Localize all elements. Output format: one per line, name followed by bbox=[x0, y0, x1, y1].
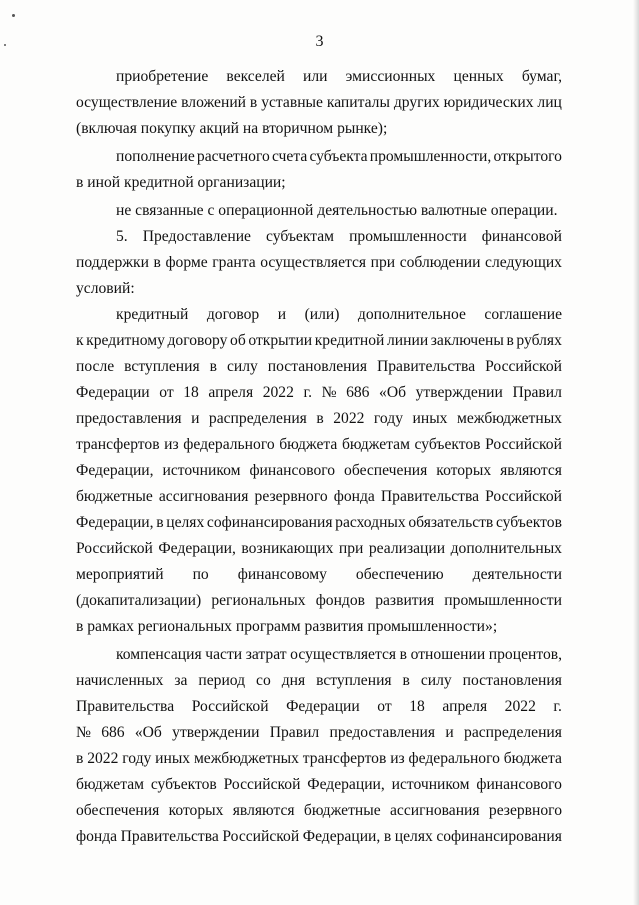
text-line bbox=[76, 694, 562, 720]
word: бюджетам bbox=[76, 776, 145, 793]
word: начисленных bbox=[76, 672, 164, 689]
word: компенсация bbox=[116, 646, 202, 663]
word: (включая покупку акций на вторичном рынке); bbox=[76, 120, 388, 137]
word: промышленности bbox=[349, 228, 467, 245]
page-number: 3 bbox=[315, 33, 324, 50]
word: распределения bbox=[208, 410, 307, 427]
word: являются bbox=[500, 462, 562, 479]
word: финансовой bbox=[481, 228, 562, 245]
word: обеспечения bbox=[344, 462, 428, 479]
word: расходных bbox=[335, 514, 406, 531]
word: субъектов bbox=[150, 776, 217, 793]
word: № bbox=[321, 384, 337, 401]
word: 686 bbox=[101, 724, 125, 741]
word: ценных bbox=[453, 68, 504, 85]
word: постановления bbox=[462, 672, 562, 689]
text-line bbox=[76, 224, 562, 250]
word: региональных bbox=[211, 592, 306, 609]
text-line bbox=[76, 380, 562, 406]
word: резервного bbox=[254, 488, 328, 505]
word: иных bbox=[155, 750, 191, 767]
word: утверждении bbox=[415, 384, 503, 401]
word: обеспечению bbox=[355, 566, 444, 583]
text-line bbox=[76, 746, 562, 772]
word: в bbox=[399, 646, 408, 663]
text-line bbox=[76, 642, 562, 668]
word: не связанные с операционной деятельностью валютные операции. bbox=[116, 202, 558, 219]
word: из bbox=[390, 750, 405, 767]
word: и bbox=[191, 410, 200, 427]
text-line bbox=[76, 614, 562, 640]
word: форме bbox=[165, 254, 208, 271]
word: промышленности bbox=[444, 592, 562, 609]
word: Российской bbox=[223, 776, 301, 793]
word: договор bbox=[206, 306, 260, 323]
word: осуществляется bbox=[290, 646, 397, 663]
word: вступления bbox=[124, 358, 200, 375]
word: г. bbox=[303, 384, 313, 401]
text-line bbox=[76, 276, 562, 302]
word: бюджета bbox=[279, 436, 338, 453]
word: бюджетам bbox=[341, 436, 410, 453]
word: дополнительных bbox=[450, 540, 562, 557]
word: кредитной bbox=[314, 332, 385, 349]
word: 2022 bbox=[504, 698, 536, 715]
word: расчетного bbox=[196, 148, 270, 165]
word: субъектам bbox=[266, 228, 335, 245]
word: Федерации bbox=[76, 384, 150, 401]
word: дня bbox=[281, 672, 306, 689]
word: и bbox=[277, 306, 287, 323]
word: открытии bbox=[248, 332, 313, 349]
word: резервного bbox=[488, 802, 562, 819]
word: году bbox=[122, 750, 152, 767]
word: бюджетные bbox=[76, 488, 153, 505]
word: фондов bbox=[315, 592, 366, 609]
word: по bbox=[192, 566, 209, 583]
text-line bbox=[76, 354, 562, 380]
text-line bbox=[76, 328, 562, 354]
word: осуществляется bbox=[260, 254, 367, 271]
word: следующих bbox=[485, 254, 562, 271]
word: предоставления bbox=[329, 724, 436, 741]
text-line bbox=[76, 458, 562, 484]
text-line bbox=[76, 824, 562, 850]
word: межбюджетных bbox=[193, 750, 299, 767]
word: «Об bbox=[379, 384, 407, 401]
word: софинансирования bbox=[206, 514, 333, 531]
word: деятельности bbox=[472, 566, 562, 583]
word: Правил bbox=[512, 384, 562, 401]
word: кредитный bbox=[116, 306, 189, 323]
word: из bbox=[164, 436, 179, 453]
word: Предоставление bbox=[142, 228, 251, 245]
word: федерального bbox=[183, 436, 275, 453]
text-line bbox=[76, 562, 562, 588]
word: Правительства bbox=[377, 358, 476, 375]
word: апреля bbox=[208, 384, 254, 401]
word: в bbox=[156, 514, 164, 531]
word: Правительства bbox=[380, 488, 480, 505]
word: Российской bbox=[485, 488, 562, 505]
text-line bbox=[76, 64, 562, 90]
word: линии bbox=[387, 332, 429, 349]
text-line bbox=[76, 250, 562, 276]
word: в bbox=[249, 94, 258, 111]
word: к bbox=[76, 332, 84, 349]
word: фонда bbox=[76, 828, 118, 845]
word: бюджетные bbox=[303, 802, 381, 819]
word: капиталы bbox=[326, 94, 390, 111]
word: Правительства bbox=[76, 698, 175, 715]
word: бюджета bbox=[503, 750, 562, 767]
word: кредитному bbox=[86, 332, 165, 349]
text-line bbox=[76, 536, 562, 562]
text-line bbox=[76, 406, 562, 432]
word: Российской bbox=[191, 698, 269, 715]
word: которых bbox=[168, 802, 224, 819]
word: федерального bbox=[408, 750, 500, 767]
word: Федерации, bbox=[76, 462, 154, 479]
word: гранта bbox=[212, 254, 256, 271]
word: осуществление bbox=[76, 94, 178, 111]
word: Федерации, bbox=[76, 514, 154, 531]
word: условий: bbox=[76, 280, 135, 297]
word: «Об bbox=[134, 724, 162, 741]
word: процентов, bbox=[488, 646, 562, 663]
word: г. bbox=[553, 698, 562, 715]
scan-artifact-mark bbox=[12, 14, 15, 17]
word: источником bbox=[162, 462, 241, 479]
word: утверждении bbox=[172, 724, 260, 741]
word: фонда bbox=[333, 488, 375, 505]
word: Российской bbox=[485, 436, 562, 453]
word: силу bbox=[226, 358, 258, 375]
word: и bbox=[445, 724, 454, 741]
text-line bbox=[76, 772, 562, 798]
word: обеспечения bbox=[76, 802, 160, 819]
word: ассигнования bbox=[158, 488, 249, 505]
word: возникающих bbox=[241, 540, 334, 557]
word: заключены bbox=[430, 332, 504, 349]
word: при bbox=[338, 540, 364, 557]
word: трансфертов bbox=[302, 750, 387, 767]
text-line bbox=[76, 484, 562, 510]
word: Российской bbox=[485, 358, 562, 375]
word: распределения bbox=[464, 724, 562, 741]
body-text bbox=[76, 64, 562, 850]
word: предоставления bbox=[76, 410, 182, 427]
text-line bbox=[76, 144, 562, 170]
word: эмиссионных bbox=[345, 68, 436, 85]
word: соглашение bbox=[484, 306, 562, 323]
word: затрат bbox=[245, 646, 287, 663]
word: в bbox=[209, 358, 217, 375]
word: 2022 bbox=[262, 384, 294, 401]
word: от bbox=[159, 384, 174, 401]
word: договору bbox=[167, 332, 228, 349]
word: постановления bbox=[267, 358, 368, 375]
word: Федерации, bbox=[302, 828, 381, 845]
word: в bbox=[316, 410, 324, 427]
word: Российской bbox=[222, 828, 300, 845]
text-line bbox=[76, 302, 562, 328]
word: году bbox=[373, 410, 403, 427]
word: лиц bbox=[537, 94, 562, 111]
word: 686 bbox=[346, 384, 370, 401]
word: об bbox=[230, 332, 246, 349]
word: субъектов bbox=[495, 514, 562, 531]
word: Правил bbox=[269, 724, 320, 741]
text-line bbox=[76, 720, 562, 746]
word: софинансирования bbox=[436, 828, 562, 845]
word: Федерации, bbox=[158, 540, 236, 557]
word: которых bbox=[436, 462, 492, 479]
word: 5. bbox=[116, 228, 128, 245]
word: финансового bbox=[249, 462, 336, 479]
word: являются bbox=[232, 802, 295, 819]
word: счета bbox=[271, 148, 308, 165]
word: силу bbox=[420, 672, 452, 689]
word: 18 bbox=[183, 384, 199, 401]
word: целях bbox=[166, 514, 205, 531]
word: в bbox=[153, 254, 161, 271]
word: период bbox=[198, 672, 246, 689]
word: открытого bbox=[493, 148, 562, 165]
word: приобретение bbox=[116, 68, 209, 85]
word: (докапитализации) bbox=[76, 592, 202, 609]
word: в bbox=[402, 672, 410, 689]
word: других bbox=[393, 94, 440, 111]
text-line bbox=[76, 510, 562, 536]
text-line bbox=[76, 90, 562, 116]
word: финансовому bbox=[237, 566, 327, 583]
word: 18 bbox=[409, 698, 425, 715]
word: вложений bbox=[181, 94, 247, 111]
word: (или) bbox=[304, 306, 340, 323]
word: финансового bbox=[476, 776, 562, 793]
word: мероприятий bbox=[76, 566, 164, 583]
word: апреля bbox=[442, 698, 488, 715]
word: целях bbox=[394, 828, 433, 845]
word: за bbox=[174, 672, 188, 689]
word: реализации bbox=[368, 540, 446, 557]
word: уставные bbox=[261, 94, 323, 111]
page-edge-shadow bbox=[633, 0, 639, 905]
word: 2022 bbox=[87, 750, 119, 767]
word: трансфертов bbox=[76, 436, 160, 453]
word: в рамках региональных программ развития промышленности»; bbox=[76, 618, 498, 635]
word: ассигнования bbox=[389, 802, 480, 819]
word: межбюджетных bbox=[456, 410, 562, 427]
word: поддержки bbox=[76, 254, 149, 271]
word: в bbox=[506, 332, 514, 349]
word: Федерации bbox=[286, 698, 360, 715]
word: со bbox=[256, 672, 271, 689]
word: субъекта bbox=[309, 148, 368, 165]
word: дополнительное bbox=[357, 306, 466, 323]
word: обязательств bbox=[408, 514, 494, 531]
word: при bbox=[370, 254, 396, 271]
word: после bbox=[76, 358, 115, 375]
word: Правительства bbox=[120, 828, 219, 845]
text-line bbox=[76, 668, 562, 694]
text-line bbox=[76, 588, 562, 614]
word: источником bbox=[391, 776, 470, 793]
word: в bbox=[383, 828, 392, 845]
word: в иной кредитной организации; bbox=[76, 174, 286, 191]
word: от bbox=[377, 698, 392, 715]
word: векселей bbox=[226, 68, 285, 85]
word: 2022 bbox=[333, 410, 365, 427]
word: рублях bbox=[516, 332, 562, 349]
text-line bbox=[76, 432, 562, 458]
text-line bbox=[76, 798, 562, 824]
word: промышленности, bbox=[369, 148, 492, 165]
word: бумаг, bbox=[521, 68, 562, 85]
text-line bbox=[76, 116, 562, 142]
word: субъектов bbox=[414, 436, 481, 453]
word: № bbox=[76, 724, 91, 741]
word: вступления bbox=[316, 672, 392, 689]
word: части bbox=[205, 646, 243, 663]
word: Федерации, bbox=[307, 776, 385, 793]
word: соблюдении bbox=[399, 254, 481, 271]
word: юридических bbox=[443, 94, 534, 111]
word: пополнение bbox=[116, 148, 195, 165]
text-line bbox=[76, 170, 562, 196]
word: или bbox=[303, 68, 328, 85]
word: Российской bbox=[76, 540, 153, 557]
text-line bbox=[76, 198, 562, 224]
word: иных bbox=[412, 410, 448, 427]
word: в bbox=[76, 750, 84, 767]
word: развития bbox=[375, 592, 435, 609]
word: отношении bbox=[410, 646, 486, 663]
